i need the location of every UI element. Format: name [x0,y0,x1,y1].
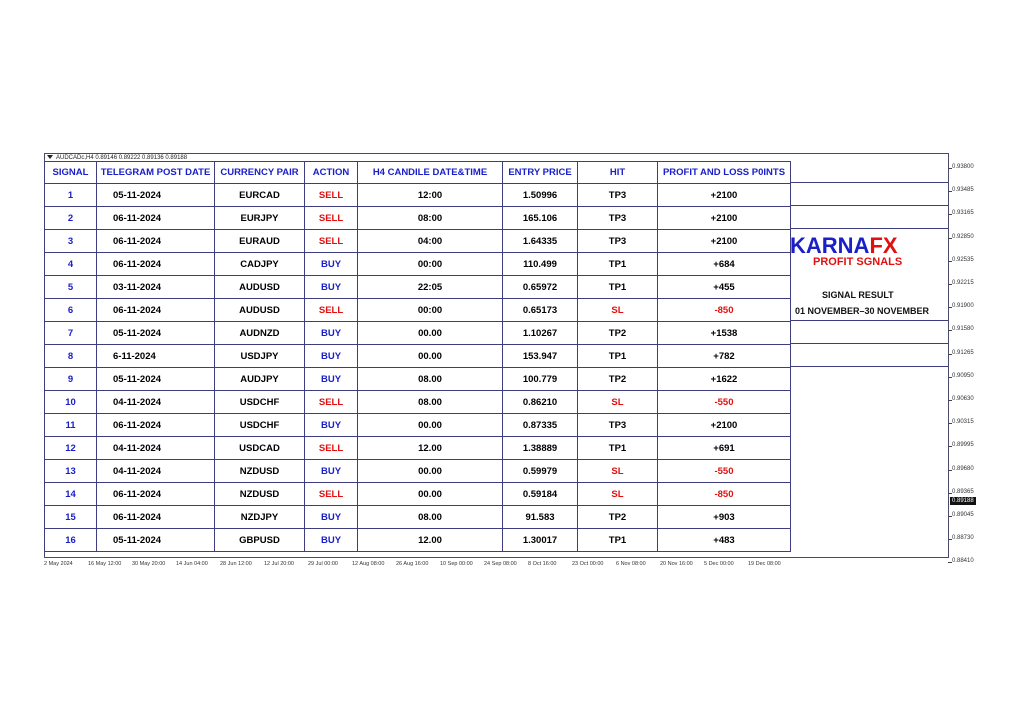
currency-pair-cell: NZDUSD [215,483,305,506]
post-date-cell: 04-11-2024 [97,391,215,414]
currency-pair-cell: AUDNZD [215,322,305,345]
currency-pair-cell: USDCHF [215,414,305,437]
y-axis-label: 0.89995 [952,442,974,449]
entry-price-cell: 100.779 [503,368,578,391]
candle-time-cell: 04:00 [358,230,503,253]
profit-loss-cell: +1538 [658,322,791,345]
post-date-cell: 05-11-2024 [97,368,215,391]
candle-time-cell: 08.00 [358,391,503,414]
side-panel-divider [790,205,948,206]
entry-price-cell: 1.30017 [503,529,578,552]
col-action: ACTION [305,162,358,184]
currency-pair-cell: NZDUSD [215,460,305,483]
candle-time-cell: 00:00 [358,253,503,276]
y-axis-label: 0.92850 [952,233,974,240]
side-panel-divider [790,228,948,229]
signal-number-cell: 14 [45,483,97,506]
result-range: 01 NOVEMBER–30 NOVEMBER [795,306,930,316]
x-axis-label: 20 Nov 16:00 [660,561,693,567]
y-axis-label: 0.88410 [952,558,974,565]
table-row [45,414,791,437]
y-axis-label: 0.91900 [952,303,974,310]
x-axis-label: 12 Jul 20:00 [264,561,294,567]
post-date-cell: 06-11-2024 [97,506,215,529]
entry-price-cell: 1.50996 [503,184,578,207]
signal-number-cell: 9 [45,368,97,391]
side-panel-divider [790,320,948,321]
currency-pair-cell: AUDUSD [215,299,305,322]
action-cell: SELL [305,483,358,506]
currency-pair-cell: EURJPY [215,207,305,230]
currency-pair-cell: EURCAD [215,184,305,207]
candle-time-cell: 12.00 [358,529,503,552]
result-title: SIGNAL RESULT [822,290,894,300]
post-date-cell: 04-11-2024 [97,437,215,460]
hit-cell: TP1 [578,253,658,276]
signal-number-cell: 2 [45,207,97,230]
table-header-row [45,162,791,184]
profit-loss-cell: -550 [658,460,791,483]
x-axis-label: 2 May 2024 [44,561,73,567]
candle-time-cell: 00.00 [358,414,503,437]
col-candle-time: H4 CANDILE DATE&TIME [358,162,503,184]
post-date-cell: 03-11-2024 [97,276,215,299]
col-hit: HIT [578,162,658,184]
candle-time-cell: 12.00 [358,437,503,460]
action-cell: SELL [305,230,358,253]
table-row [45,460,791,483]
currency-pair-cell: AUDUSD [215,276,305,299]
y-axis-label: 0.90315 [952,419,974,426]
y-axis-label: 0.89045 [952,512,974,518]
col-post-date: TELEGRAM POST DATE [97,162,215,184]
table-row [45,322,791,345]
y-axis-label: 0.92215 [952,280,974,286]
profit-loss-cell: +1622 [658,368,791,391]
hit-cell: SL [578,299,658,322]
signal-number-cell: 16 [45,529,97,552]
side-panel-divider [790,343,948,344]
signal-number-cell: 12 [45,437,97,460]
candle-time-cell: 00.00 [358,345,503,368]
post-date-cell: 6-11-2024 [97,345,215,368]
post-date-cell: 06-11-2024 [97,207,215,230]
hit-cell: TP1 [578,345,658,368]
candle-time-cell: 08.00 [358,506,503,529]
y-axis-label: 0.93485 [952,187,974,194]
x-axis-label: 26 Aug 16:00 [396,561,429,567]
post-date-cell: 05-11-2024 [97,184,215,207]
x-axis-label: 6 Nov 08:00 [616,561,646,567]
entry-price-cell: 91.583 [503,506,578,529]
post-date-cell: 06-11-2024 [97,483,215,506]
action-cell: BUY [305,253,358,276]
current-price-marker: 0.89188 [952,498,974,504]
signal-number-cell: 6 [45,299,97,322]
signal-number-cell: 11 [45,414,97,437]
action-cell: BUY [305,529,358,552]
x-axis-label: 23 Oct 00:00 [572,561,604,567]
post-date-cell: 06-11-2024 [97,414,215,437]
hit-cell: SL [578,460,658,483]
col-signal: SIGNAL [45,162,97,184]
post-date-cell: 05-11-2024 [97,529,215,552]
action-cell: BUY [305,368,358,391]
x-axis-label: 24 Sep 08:00 [484,561,517,567]
signal-number-cell: 4 [45,253,97,276]
table-row [45,276,791,299]
profit-loss-cell: +483 [658,529,791,552]
hit-cell: TP3 [578,414,658,437]
signals-table [44,161,791,552]
y-axis-label: 0.90950 [952,372,974,379]
entry-price-cell: 0.87335 [503,414,578,437]
candle-time-cell: 00.00 [358,322,503,345]
action-cell: SELL [305,437,358,460]
signal-number-cell: 1 [45,184,97,207]
table-row [45,184,791,207]
profit-loss-cell: -850 [658,483,791,506]
table-row [45,483,791,506]
profit-loss-cell: +782 [658,345,791,368]
post-date-cell: 06-11-2024 [97,253,215,276]
profit-loss-cell: +455 [658,276,791,299]
side-panel-divider [790,182,948,183]
x-axis-label: 10 Sep 00:00 [440,561,473,567]
entry-price-cell: 0.86210 [503,391,578,414]
action-cell: SELL [305,299,358,322]
hit-cell: SL [578,391,658,414]
side-panel-divider [790,366,948,367]
candle-time-cell: 00:00 [358,299,503,322]
table-row [45,230,791,253]
col-profit-loss: PROFIT AND LOSS P0INTS [658,162,791,184]
action-cell: BUY [305,460,358,483]
table-row [45,391,791,414]
table-row [45,529,791,552]
post-date-cell: 06-11-2024 [97,230,215,253]
currency-pair-cell: CADJPY [215,253,305,276]
signal-number-cell: 15 [45,506,97,529]
y-axis-label: 0.88730 [952,535,974,542]
profit-loss-cell: +2100 [658,414,791,437]
x-axis-label: 16 May 12:00 [88,561,122,567]
action-cell: BUY [305,276,358,299]
hit-cell: TP2 [578,506,658,529]
action-cell: SELL [305,184,358,207]
x-axis-label: 30 May 20:00 [132,561,166,567]
action-cell: SELL [305,207,358,230]
x-axis-label: 28 Jun 12:00 [220,561,252,567]
brand-part-2: FX [869,233,898,258]
entry-price-cell: 1.64335 [503,230,578,253]
x-axis-label: 5 Dec 00:00 [704,561,734,567]
post-date-cell: 06-11-2024 [97,299,215,322]
candle-time-cell: 08.00 [358,368,503,391]
entry-price-cell: 165.106 [503,207,578,230]
entry-price-cell: 0.65173 [503,299,578,322]
hit-cell: TP2 [578,322,658,345]
hit-cell: TP1 [578,529,658,552]
y-axis-label: 0.93165 [952,210,974,217]
y-axis-label: 0.91580 [952,326,974,333]
signal-number-cell: 7 [45,322,97,345]
signal-number-cell: 5 [45,276,97,299]
currency-pair-cell: GBPUSD [215,529,305,552]
hit-cell: TP3 [578,184,658,207]
hit-cell: TP3 [578,207,658,230]
y-axis-label: 0.93800 [952,164,974,170]
table-row [45,437,791,460]
hit-cell: TP1 [578,437,658,460]
action-cell: SELL [305,391,358,414]
entry-price-cell: 0.59979 [503,460,578,483]
x-axis-label: 12 Aug 08:00 [352,561,385,567]
entry-price-cell: 1.10267 [503,322,578,345]
table-row [45,253,791,276]
profit-loss-cell: +684 [658,253,791,276]
signal-number-cell: 10 [45,391,97,414]
action-cell: BUY [305,414,358,437]
table-row [45,506,791,529]
currency-pair-cell: USDJPY [215,345,305,368]
table-row [45,368,791,391]
currency-pair-cell: USDCAD [215,437,305,460]
x-axis-label: 8 Oct 16:00 [528,561,557,567]
signal-number-cell: 8 [45,345,97,368]
col-currency-pair: CURRENCY PAIR [215,162,305,184]
signal-number-cell: 13 [45,460,97,483]
candle-time-cell: 22:05 [358,276,503,299]
candle-time-cell: 08:00 [358,207,503,230]
profit-loss-cell: -850 [658,299,791,322]
profit-loss-cell: +691 [658,437,791,460]
entry-price-cell: 1.38889 [503,437,578,460]
table-row [45,345,791,368]
entry-price-cell: 153.947 [503,345,578,368]
signal-number-cell: 3 [45,230,97,253]
profit-loss-cell: +2100 [658,230,791,253]
currency-pair-cell: AUDJPY [215,368,305,391]
profit-loss-cell: -550 [658,391,791,414]
y-axis-label: 0.90630 [952,396,974,402]
entry-price-cell: 0.59184 [503,483,578,506]
col-entry-price: ENTRY PRICE [503,162,578,184]
y-axis-label: 0.89680 [952,465,974,472]
post-date-cell: 05-11-2024 [97,322,215,345]
x-axis-label: 29 Jul 00:00 [308,561,338,567]
x-axis-label: 14 Jun 04:00 [176,561,208,567]
post-date-cell: 04-11-2024 [97,460,215,483]
action-cell: BUY [305,506,358,529]
table-row [45,207,791,230]
entry-price-cell: 0.65972 [503,276,578,299]
y-axis-label: 0.92535 [952,256,974,263]
brand-subtitle: PROFIT SGNALS [813,256,903,268]
candle-time-cell: 12:00 [358,184,503,207]
candle-time-cell: 00.00 [358,483,503,506]
profit-loss-cell: +2100 [658,184,791,207]
x-axis-label: 19 Dec 08:00 [748,561,781,567]
profit-loss-cell: +2100 [658,207,791,230]
hit-cell: TP1 [578,276,658,299]
currency-pair-cell: NZDJPY [215,506,305,529]
entry-price-cell: 110.499 [503,253,578,276]
profit-loss-cell: +903 [658,506,791,529]
candle-time-cell: 00.00 [358,460,503,483]
dropdown-triangle-icon[interactable] [47,155,53,159]
brand-part-1: KARNA [790,233,870,258]
currency-pair-cell: EURAUD [215,230,305,253]
hit-cell: TP2 [578,368,658,391]
hit-cell: TP3 [578,230,658,253]
chart-header-text: AUDCADc,H4 0.89146 0.89222 0.89136 0.89188 [56,155,188,161]
currency-pair-cell: USDCHF [215,391,305,414]
table-row [45,299,791,322]
y-axis-label: 0.91265 [952,349,974,356]
action-cell: BUY [305,345,358,368]
action-cell: BUY [305,322,358,345]
y-axis-label: 0.89365 [952,488,974,495]
hit-cell: SL [578,483,658,506]
